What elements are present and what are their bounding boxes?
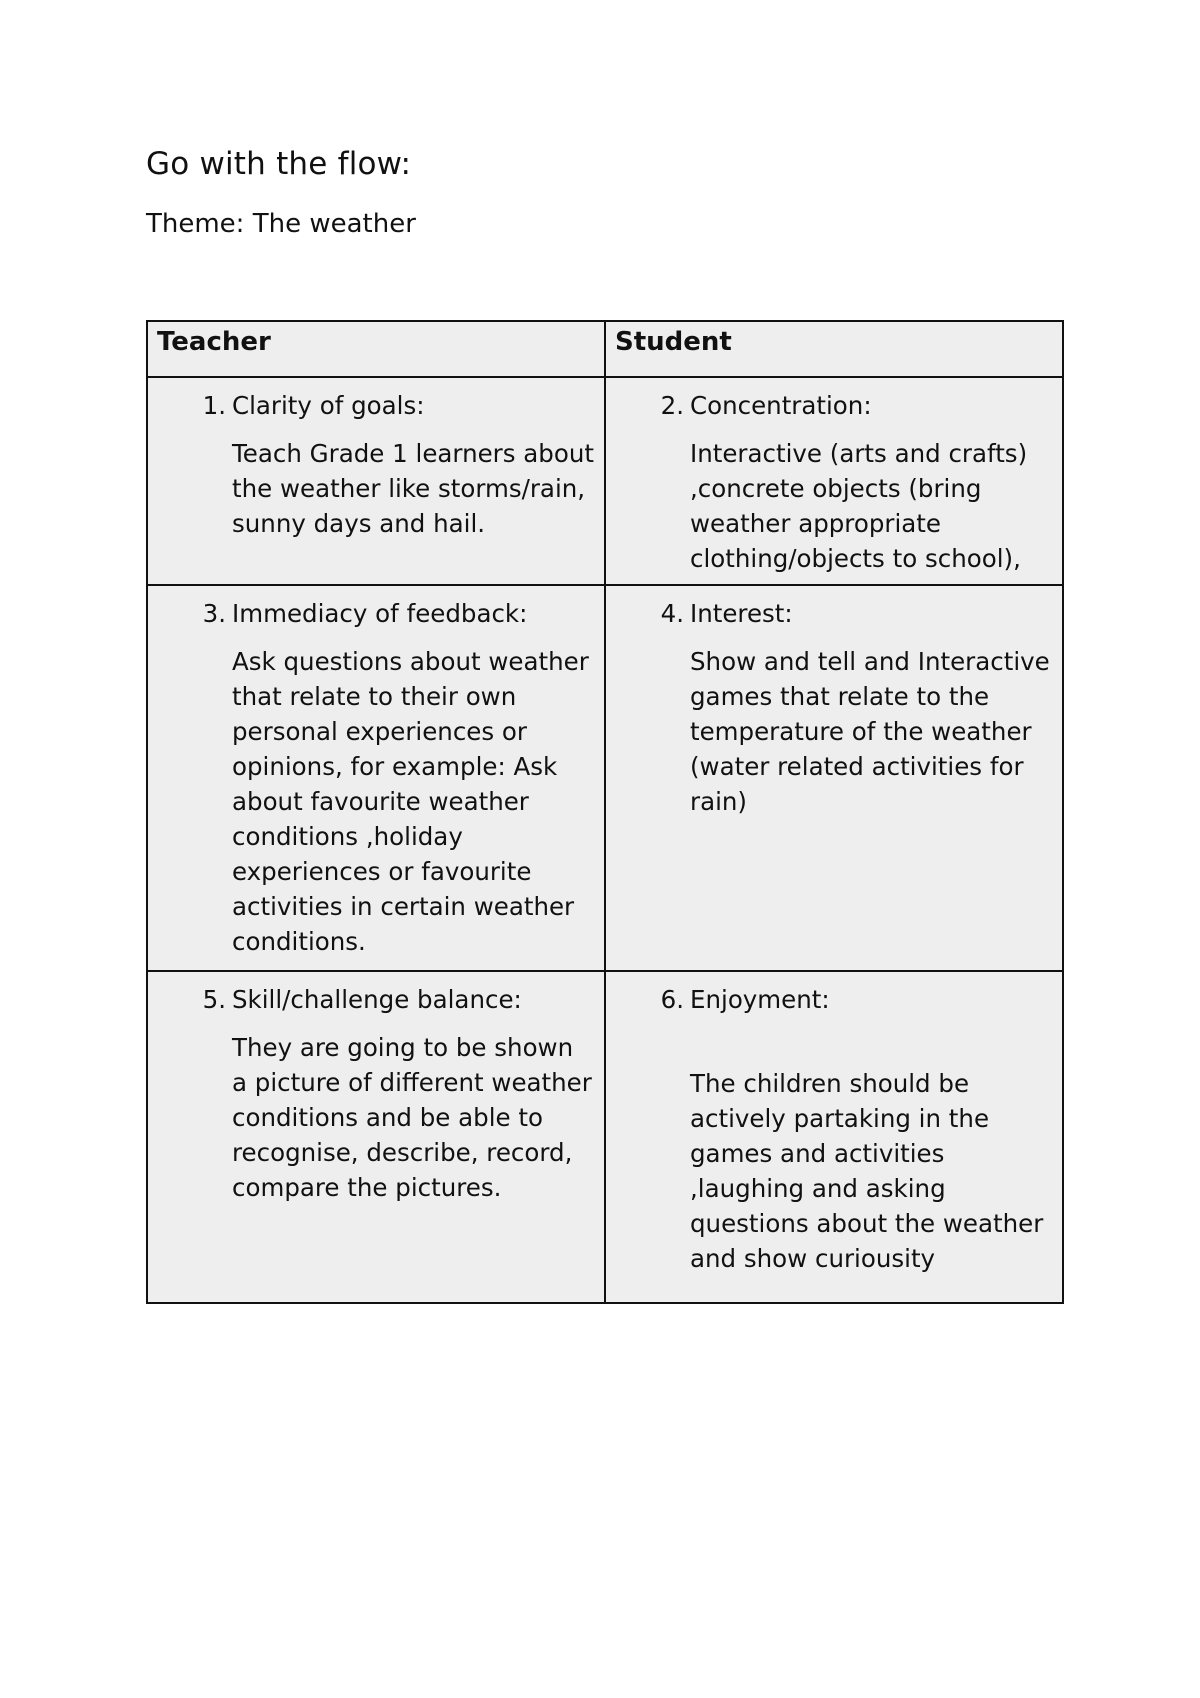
item-heading: Clarity of goals: <box>232 391 425 420</box>
table-row <box>147 377 1063 585</box>
teacher-cell <box>147 377 605 585</box>
item-heading: Interest: <box>690 599 793 628</box>
item-heading: Concentration: <box>690 391 872 420</box>
student-cell <box>605 585 1063 971</box>
item-body: Show and tell and Interactive games that relate to the temperature of the weather (water related activities for rain) <box>690 647 1050 816</box>
item-heading: Enjoyment: <box>690 985 830 1014</box>
document-title: Go with the flow: <box>146 146 412 182</box>
table-row <box>147 971 1063 1303</box>
header-teacher: Teacher <box>147 321 605 377</box>
item-number: 1. <box>202 391 226 420</box>
table-header-row <box>147 321 1063 377</box>
item-number: 3. <box>202 599 226 628</box>
item-body: Ask questions about weather that relate to their own personal experiences or opinions, for example: Ask about favourite weather conditions ,holiday experiences or favourite activities in certain weather conditions. <box>232 647 589 956</box>
table-row <box>147 585 1063 971</box>
student-cell <box>605 971 1063 1303</box>
item-heading: Skill/challenge balance: <box>232 985 522 1014</box>
document-theme: Theme: The weather <box>146 209 416 239</box>
teacher-cell <box>147 585 605 971</box>
item-number: 6. <box>660 985 684 1014</box>
item-heading: Immediacy of feedback: <box>232 599 528 628</box>
item-body: The children should be actively partaking in the games and activities ,laughing and asking questions about the weather and show curiousity <box>690 1069 1044 1273</box>
item-number: 2. <box>660 391 684 420</box>
header-student: Student <box>605 321 1063 377</box>
item-body: Teach Grade 1 learners about the weather like storms/rain, sunny days and hail. <box>232 439 594 538</box>
item-number: 5. <box>202 985 226 1014</box>
student-cell <box>605 377 1063 585</box>
teacher-cell <box>147 971 605 1303</box>
flow-table <box>146 320 1064 1304</box>
item-body: They are going to be shown a picture of different weather conditions and be able to recognise, describe, record, compare the pictures. <box>232 1033 592 1202</box>
item-number: 4. <box>660 599 684 628</box>
item-body: Interactive (arts and crafts) ,concrete objects (bring weather appropriate clothing/objects to school), <box>690 439 1028 573</box>
